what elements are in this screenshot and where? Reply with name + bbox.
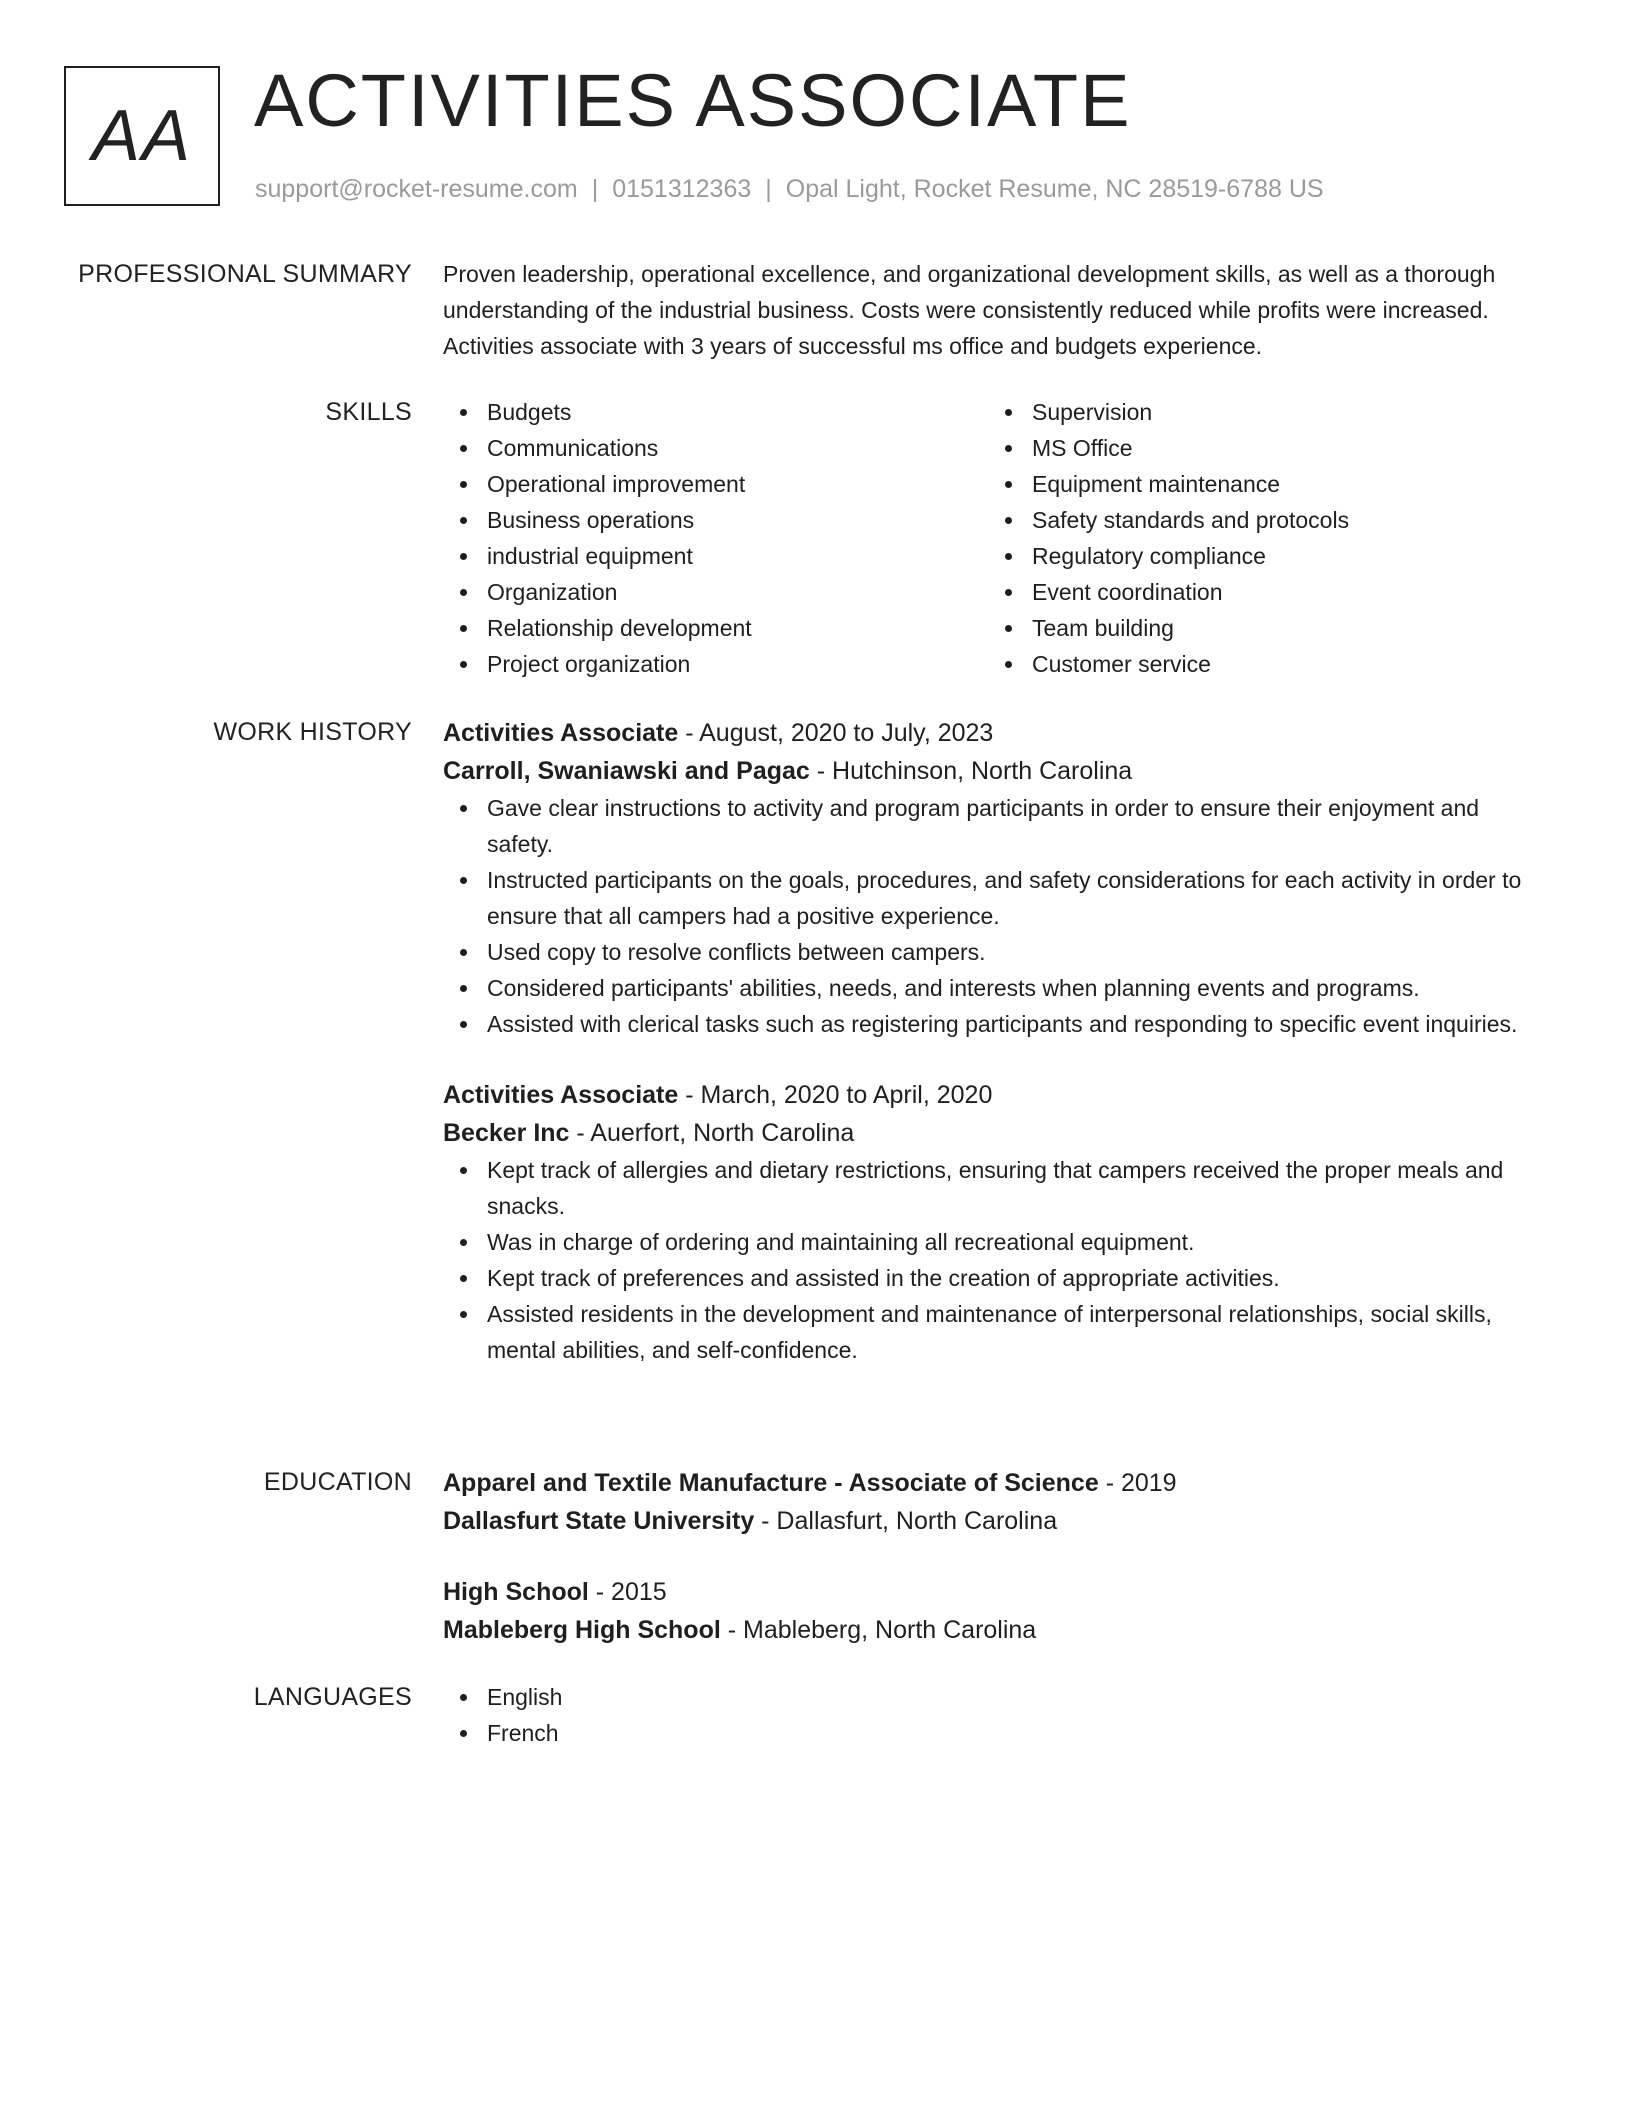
job-duty: Considered participants' abilities, needs, and interests when planning events and programs. xyxy=(443,970,1543,1006)
skill-item: Event coordination xyxy=(988,574,1508,610)
skill-item: Operational improvement xyxy=(443,466,988,502)
job-location: - Auerfort, North Carolina xyxy=(569,1119,855,1147)
monogram-logo xyxy=(64,66,220,206)
job-title: Activities Associate xyxy=(443,719,679,747)
work-history-body xyxy=(443,714,1543,1368)
skill-item: Equipment maintenance xyxy=(988,466,1508,502)
job-duty: Assisted residents in the development and maintenance of interpersonal relationships, social skills, mental abilities, and self-confidence. xyxy=(443,1296,1543,1368)
skill-item: Regulatory compliance xyxy=(988,538,1508,574)
job-duty: Was in charge of ordering and maintaining all recreational equipment. xyxy=(443,1224,1543,1260)
skill-item: Relationship development xyxy=(443,610,988,646)
languages-body xyxy=(443,1679,1543,1751)
languages-list xyxy=(443,1679,1543,1751)
skill-item: Business operations xyxy=(443,502,988,538)
education-degree: Apparel and Textile Manufacture - Associate of Science xyxy=(443,1469,1099,1497)
language-item: English xyxy=(443,1679,1543,1715)
job-duties-list xyxy=(443,1152,1543,1368)
education-school-line xyxy=(443,1502,1543,1540)
job-duty: Assisted with clerical tasks such as registering participants and responding to specific event inquiries. xyxy=(443,1006,1543,1042)
skill-item: industrial equipment xyxy=(443,538,988,574)
contact-separator: | xyxy=(591,175,599,203)
skill-item: Safety standards and protocols xyxy=(988,502,1508,538)
education-heading: EDUCATION xyxy=(263,1468,412,1496)
skill-item: Organization xyxy=(443,574,988,610)
skills-list-right xyxy=(988,394,1508,682)
job-company: Becker Inc xyxy=(443,1119,570,1147)
job-duty: Kept track of preferences and assisted in the creation of appropriate activities. xyxy=(443,1260,1543,1296)
contact-line xyxy=(255,174,1324,204)
work-history-heading: WORK HISTORY xyxy=(213,718,412,746)
job-company-line xyxy=(443,752,1543,790)
job-company: Carroll, Swaniawski and Pagac xyxy=(443,757,810,785)
skills-heading: SKILLS xyxy=(325,398,412,426)
education-entry xyxy=(443,1464,1543,1540)
job-location: - Hutchinson, North Carolina xyxy=(809,757,1133,785)
job-entry xyxy=(443,714,1543,1042)
job-title-line xyxy=(443,714,1543,752)
skill-item: Project organization xyxy=(443,646,988,682)
education-location: - Dallasfurt, North Carolina xyxy=(754,1507,1058,1535)
summary-body xyxy=(443,256,1523,364)
education-body xyxy=(443,1464,1543,1649)
skills-body xyxy=(443,394,1543,682)
education-entry xyxy=(443,1573,1543,1649)
contact-email[interactable]: support@rocket-resume.com xyxy=(255,175,578,203)
education-degree-line xyxy=(443,1573,1543,1611)
skills-list-left xyxy=(443,394,988,682)
monogram-initials: AA xyxy=(91,96,193,176)
job-title: Activities Associate xyxy=(443,1081,679,1109)
language-item: French xyxy=(443,1715,1543,1751)
job-duty: Instructed participants on the goals, procedures, and safety considerations for each activity in order to ensure that all campers had a positive experience. xyxy=(443,862,1543,934)
education-year: - 2015 xyxy=(588,1578,667,1606)
job-duty: Gave clear instructions to activity and program participants in order to ensure their enjoyment and safety. xyxy=(443,790,1543,862)
education-school-line xyxy=(443,1611,1543,1649)
job-dates: - March, 2020 to April, 2020 xyxy=(678,1081,993,1109)
contact-address: Opal Light, Rocket Resume, NC 28519-6788 US xyxy=(785,175,1324,203)
education-school: Dallasfurt State University xyxy=(443,1507,755,1535)
job-duty: Kept track of allergies and dietary restrictions, ensuring that campers received the proper meals and snacks. xyxy=(443,1152,1543,1224)
languages-heading: LANGUAGES xyxy=(253,1683,412,1711)
skill-item: MS Office xyxy=(988,430,1508,466)
skill-item: Team building xyxy=(988,610,1508,646)
education-degree: High School xyxy=(443,1578,589,1606)
skill-item: Supervision xyxy=(988,394,1508,430)
skill-item: Communications xyxy=(443,430,988,466)
education-degree-line xyxy=(443,1464,1543,1502)
job-company-line xyxy=(443,1114,1543,1152)
contact-phone[interactable]: 0151312363 xyxy=(612,175,752,203)
skill-item: Budgets xyxy=(443,394,988,430)
education-school: Mableberg High School xyxy=(443,1616,721,1644)
job-duty: Used copy to resolve conflicts between campers. xyxy=(443,934,1543,970)
skill-item: Customer service xyxy=(988,646,1508,682)
education-year: - 2019 xyxy=(1098,1469,1177,1497)
summary-text: Proven leadership, operational excellence, and organizational development skills, as well as a thorough understanding of the industrial business. Costs were consistently reduced while profits were increased. Activities associate with 3 years of successful ms office and budgets experience. xyxy=(443,261,1496,359)
summary-heading: PROFESSIONAL SUMMARY xyxy=(78,260,412,288)
contact-separator: | xyxy=(765,175,772,203)
candidate-name: ACTIVITIES ASSOCIATE xyxy=(254,59,1132,142)
job-title-line xyxy=(443,1076,1543,1114)
job-entry xyxy=(443,1076,1543,1368)
job-dates: - August, 2020 to July, 2023 xyxy=(678,719,994,747)
education-location: - Mableberg, North Carolina xyxy=(720,1616,1037,1644)
job-duties-list xyxy=(443,790,1543,1042)
